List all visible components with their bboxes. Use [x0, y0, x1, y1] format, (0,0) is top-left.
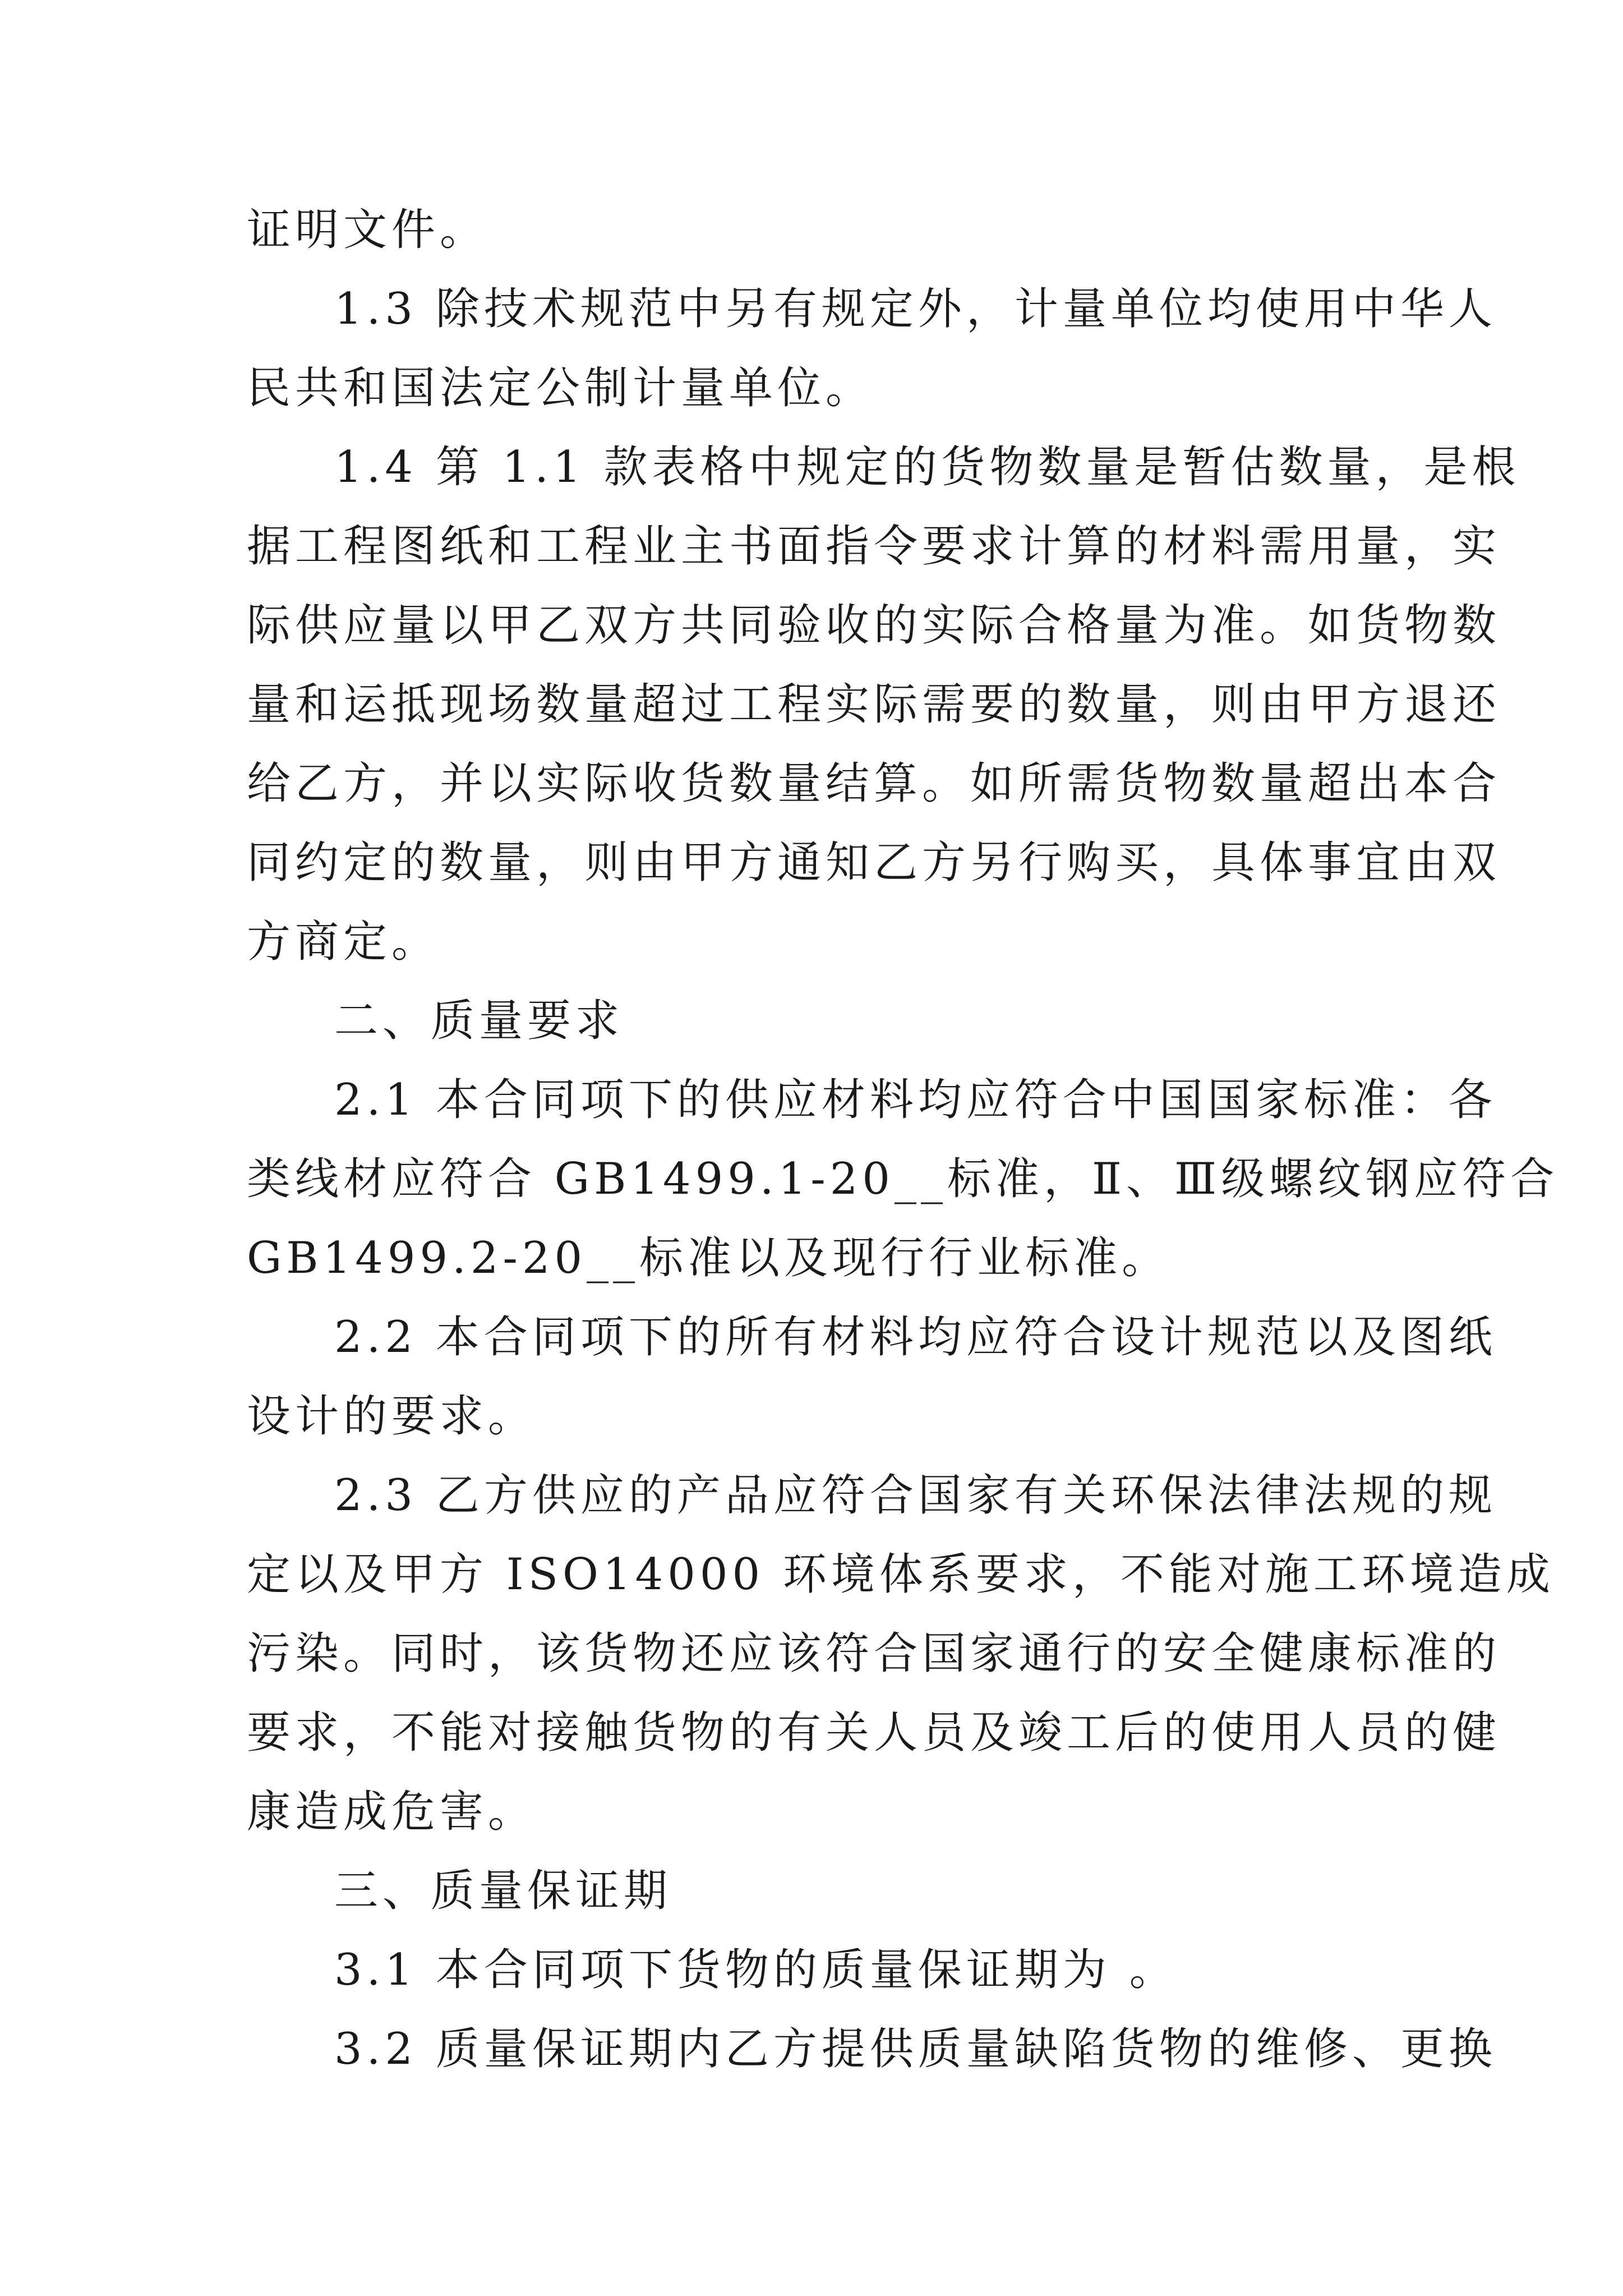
clause-2-2: 2.2 本合同项下的所有材料均应符合设计规范以及图纸 — [334, 1312, 1497, 1363]
text-line: 给乙方，并以实际收货数量结算。如所需货物数量超出本合 — [247, 758, 1501, 809]
text-line: 量和运抵现场数量超过工程实际需要的数量，则由甲方退还 — [247, 679, 1501, 730]
text-line: 际供应量以甲乙双方共同验收的实际合格量为准。如货物数 — [247, 600, 1501, 651]
text-line: 证明文件。 — [247, 205, 488, 255]
text-line: 定以及甲方 ISO14000 环境体系要求，不能对施工环境造成 — [247, 1549, 1555, 1600]
clause-1-4: 1.4 第 1.1 款表格中规定的货物数量是暂估数量，是根 — [334, 442, 1520, 493]
clause-3-2: 3.2 质量保证期内乙方提供质量缺陷货物的维修、更换 — [334, 2024, 1497, 2074]
document-page — [247, 191, 1559, 2089]
text-line: 类线材应符合 GB1499.1-20__标准，Ⅱ、Ⅲ级螺纹钢应符合 — [247, 1154, 1559, 1204]
text-line: GB1499.2-20__标准以及现行行业标准。 — [247, 1233, 1170, 1283]
text-line: 污染。同时，该货物还应该符合国家通行的安全健康标准的 — [247, 1628, 1501, 1679]
section-heading-quality-requirements: 二、质量要求 — [334, 996, 624, 1046]
text-line: 同约定的数量，则由甲方通知乙方另行购买，具体事宜由双 — [247, 838, 1501, 888]
text-line: 方商定。 — [247, 917, 440, 967]
text-line: 设计的要求。 — [247, 1391, 537, 1442]
text-line: 要求，不能对接触货物的有关人员及竣工后的使用人员的健 — [247, 1708, 1501, 1758]
clause-3-1: 3.1 本合同项下货物的质量保证期为 。 — [334, 1945, 1178, 1995]
section-heading-warranty-period: 三、质量保证期 — [334, 1866, 672, 1916]
text-line: 康造成危害。 — [247, 1787, 537, 1837]
clause-2-3: 2.3 乙方供应的产品应符合国家有关环保法律法规的规 — [334, 1470, 1497, 1521]
clause-2-1: 2.1 本合同项下的供应材料均应符合中国国家标准：各 — [334, 1075, 1497, 1125]
text-line: 据工程图纸和工程业主书面指令要求计算的材料需用量，实 — [247, 521, 1501, 572]
clause-1-3: 1.3 除技术规范中另有规定外，计量单位均使用中华人 — [334, 284, 1497, 334]
text-line: 民共和国法定公制计量单位。 — [247, 363, 874, 413]
